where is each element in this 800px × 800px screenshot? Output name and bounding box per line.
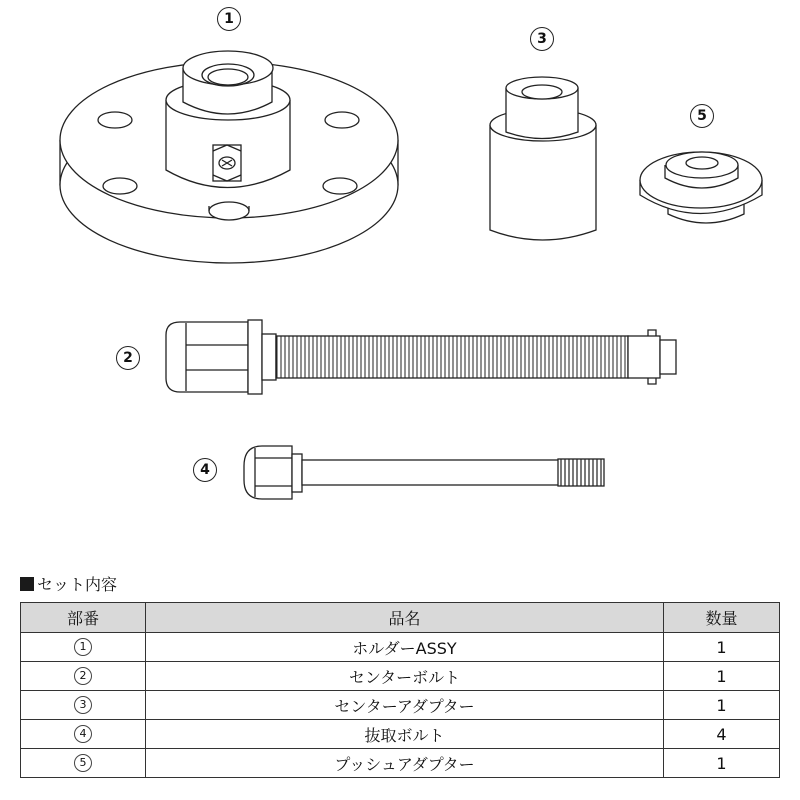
table-row <box>21 691 780 720</box>
callout-1: 1 <box>217 7 241 31</box>
center-adapter-drawing <box>490 77 596 240</box>
section-heading <box>20 572 117 595</box>
table-row <box>21 720 780 749</box>
holder-assy-drawing <box>60 51 398 263</box>
part-no-cell: 3 <box>21 691 146 720</box>
center-bolt-drawing <box>166 320 676 394</box>
quantity-cell: 1 <box>664 749 780 778</box>
part-name-cell: 抜取ボルト <box>146 720 664 749</box>
header-qty: 数量 <box>664 603 780 633</box>
quantity-cell: 1 <box>664 691 780 720</box>
part-no-cell: 1 <box>21 633 146 662</box>
part-no-cell: 2 <box>21 662 146 691</box>
header-name: 品名 <box>146 603 664 633</box>
part-no-cell: 4 <box>21 720 146 749</box>
callout-5: 5 <box>690 104 714 128</box>
table-row <box>21 633 780 662</box>
heading-square-icon <box>20 577 34 591</box>
push-adapter-drawing <box>640 152 762 223</box>
extraction-bolt-drawing <box>244 446 604 499</box>
callout-3: 3 <box>530 27 554 51</box>
table-header-row <box>21 603 780 633</box>
parts-table <box>20 602 780 778</box>
callout-4: 4 <box>193 458 217 482</box>
quantity-cell: 1 <box>664 662 780 691</box>
table-row <box>21 749 780 778</box>
part-name-cell: センターボルト <box>146 662 664 691</box>
quantity-cell: 4 <box>664 720 780 749</box>
part-no-cell: 5 <box>21 749 146 778</box>
part-name-cell: プッシュアダプター <box>146 749 664 778</box>
table-row <box>21 662 780 691</box>
header-part-no: 部番 <box>21 603 146 633</box>
part-name-cell: ホルダーASSY <box>146 633 664 662</box>
section-title: セット内容 <box>37 575 118 594</box>
quantity-cell: 1 <box>664 633 780 662</box>
callout-2: 2 <box>116 346 140 370</box>
part-name-cell: センターアダプター <box>146 691 664 720</box>
